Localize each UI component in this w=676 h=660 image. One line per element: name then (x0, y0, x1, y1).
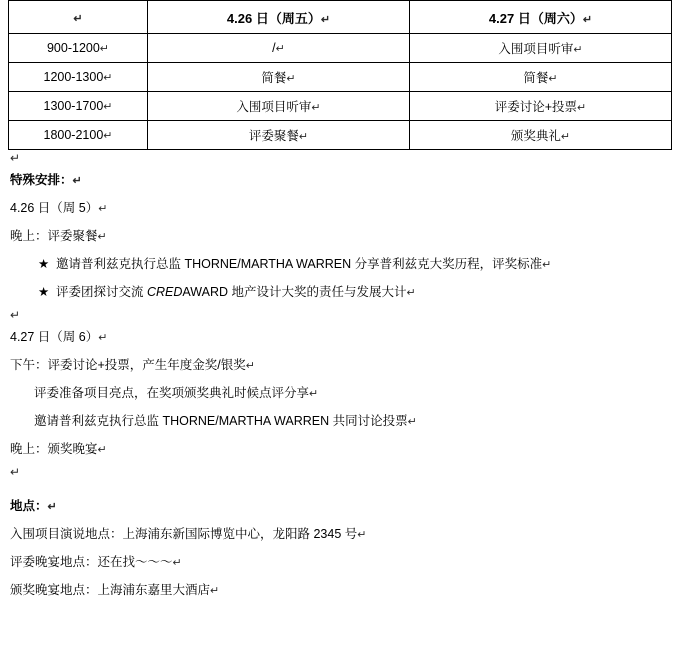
day1-title: 4.26 日（周 5）↵ (10, 201, 108, 215)
star-icon: ★ (38, 257, 50, 271)
pilcrow-mark: ↵ (548, 73, 558, 85)
table-header-time (9, 1, 148, 34)
pilcrow-mark: ↵ (103, 72, 113, 84)
location-title: 地点：↵ (10, 499, 57, 513)
location-line-3: 颁奖晚宴地点：上海浦东嘉里大酒店↵ (10, 583, 220, 597)
pilcrow-mark: ↵ (275, 43, 285, 55)
day2-line-1: 评委准备项目亮点，在奖项颁奖典礼时候点评分享↵ (34, 386, 319, 400)
table-row (9, 121, 672, 150)
cell-saturday: 颁奖典礼↵ (410, 121, 672, 150)
pilcrow-mark: ↵ (99, 43, 110, 55)
cell-time: 1800-2100↵ (9, 121, 148, 150)
pilcrow-mark: ↵ (73, 12, 83, 25)
pilcrow-mark: ↵ (245, 360, 255, 372)
list-item-text-before: 评委团探讨交流 (56, 285, 147, 299)
list-item-text-italic: CRED (146, 285, 183, 299)
cell-friday: 入围项目听审↵ (148, 92, 410, 121)
pilcrow-mark: ↵ (573, 44, 583, 56)
location-line-2: 评委晚宴地点：还在找～～～↵ (10, 555, 182, 569)
cell-saturday: 入围项目听审↵ (410, 34, 672, 63)
pilcrow-mark: ↵ (47, 501, 57, 513)
cell-time: 1200-1300↵ (9, 63, 148, 92)
table-row (9, 34, 672, 63)
pilcrow-mark: ↵ (98, 332, 108, 344)
pilcrow-mark: ↵ (582, 13, 593, 26)
cell-time: 900-1200↵ (9, 34, 148, 63)
table-header-saturday: 4.27 日（周六）↵ (410, 1, 672, 34)
pilcrow-mark: ↵ (298, 131, 309, 143)
day2-line-2: 邀请普利兹克执行总监 THORNE/MARTHA WARREN 共同讨论投票↵ (34, 414, 417, 428)
cell-friday: 简餐↵ (148, 63, 410, 92)
day2-evening-label: 晚上：颁奖晚宴↵ (10, 442, 107, 456)
pilcrow-mark: ↵ (97, 231, 107, 243)
pilcrow-mark: ↵ (407, 416, 417, 428)
pilcrow-mark: ↵ (172, 557, 182, 569)
pilcrow-mark: ↵ (103, 130, 113, 142)
pilcrow-mark: ↵ (320, 13, 331, 26)
pilcrow-mark: ↵ (72, 175, 82, 187)
pilcrow-mark: ↵ (286, 73, 296, 85)
empty-paragraph: ↵ (10, 151, 21, 165)
cell-friday: 评委聚餐↵ (148, 121, 410, 150)
table-header-friday: 4.26 日（周五）↵ (148, 1, 410, 34)
cell-saturday: 简餐↵ (410, 63, 672, 92)
pilcrow-mark: ↵ (98, 203, 108, 215)
spacer (8, 481, 668, 493)
pilcrow-mark: ↵ (311, 102, 321, 114)
schedule-table (8, 0, 672, 150)
cell-friday: /↵ (148, 34, 410, 63)
star-icon: ★ (38, 285, 50, 299)
special-arrangement-title: 特殊安排：↵ (10, 173, 82, 187)
empty-paragraph: ↵ (10, 308, 21, 322)
list-item (8, 251, 668, 279)
pilcrow-mark: ↵ (210, 585, 220, 597)
list-item-text-after: AWARD 地产设计大奖的责任与发展大计 (182, 285, 407, 299)
pilcrow-mark: ↵ (97, 444, 107, 456)
list-item (8, 279, 668, 307)
pilcrow-mark: ↵ (542, 259, 552, 271)
empty-paragraph: ↵ (10, 465, 21, 479)
day1-evening-label: 晚上：评委聚餐↵ (10, 229, 107, 243)
table-row (9, 63, 672, 92)
cell-time: 1300-1700↵ (9, 92, 148, 121)
day2-afternoon-label: 下午：评委讨论+投票，产生年度金奖/银奖↵ (10, 358, 255, 372)
pilcrow-mark: ↵ (103, 101, 113, 113)
pilcrow-mark: ↵ (577, 102, 587, 114)
table-header-row (9, 1, 672, 34)
day2-title: 4.27 日（周 6）↵ (10, 330, 108, 344)
list-item-text: 邀请普利兹克执行总监 THORNE/MARTHA WARREN 分享普利兹克大奖历程，评奖标准 (56, 257, 543, 271)
pilcrow-mark: ↵ (357, 529, 367, 541)
location-line-1: 入围项目演说地点：上海浦东新国际博览中心，龙阳路 2345 号↵ (10, 527, 367, 541)
pilcrow-mark: ↵ (406, 287, 416, 299)
pilcrow-mark: ↵ (309, 388, 319, 400)
cell-saturday: 评委讨论+投票↵ (410, 92, 672, 121)
table-row (9, 92, 672, 121)
pilcrow-mark: ↵ (560, 131, 571, 143)
